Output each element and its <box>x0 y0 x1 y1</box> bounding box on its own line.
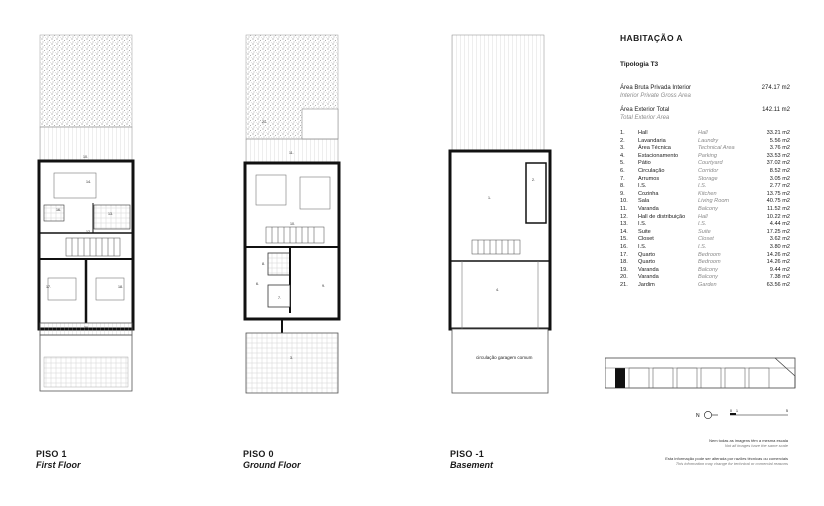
room-number: 21. <box>620 281 628 288</box>
room-name: I.S. <box>638 183 647 190</box>
room-row <box>620 221 790 229</box>
room-name-en: Balcony <box>698 205 718 212</box>
plan-label: 16. <box>56 208 61 212</box>
room-name-en: Laundry <box>698 137 719 144</box>
room-number: 20. <box>620 274 628 281</box>
room-name-en: Technical Area <box>698 145 735 152</box>
floor-label-pt: PISO -1 <box>450 449 485 459</box>
scale-tick: 0 <box>730 409 732 413</box>
room-name: Quarto <box>638 259 656 266</box>
room-area: 3.76 m2 <box>769 145 790 152</box>
room-name: I.S. <box>638 243 647 250</box>
room-area: 4.44 m2 <box>769 221 790 228</box>
room-area: 37.02 m2 <box>766 160 790 167</box>
room-row <box>620 274 790 282</box>
room-area: 2.77 m2 <box>769 183 790 190</box>
exterior-area-block <box>620 106 790 122</box>
room-area: 9.44 m2 <box>769 266 790 273</box>
plan-label: 8. <box>262 262 265 266</box>
note-pt: Nem todas as imagens têm a mesma escala <box>709 438 788 443</box>
room-row <box>620 160 790 168</box>
room-name: Arrumos <box>638 175 660 182</box>
room-area: 63.56 m2 <box>766 281 790 288</box>
gross-area-label: Área Bruta Privada Interior <box>620 85 692 91</box>
room-name-en: Balcony <box>698 266 718 273</box>
room-number: 9. <box>620 190 625 197</box>
room-area: 40.75 m2 <box>766 198 790 205</box>
room-area: 8.52 m2 <box>769 167 790 174</box>
room-area: 14.26 m2 <box>766 251 790 258</box>
plan-label: 2. <box>532 178 535 182</box>
room-row <box>620 145 790 153</box>
info-panel <box>620 33 790 289</box>
room-name-en: Bedroom <box>698 259 721 266</box>
room-number: 11. <box>620 205 628 212</box>
room-name-en: Closet <box>698 236 714 243</box>
exterior-area-label-en: Total Exterior Area <box>620 115 670 121</box>
north-label: N <box>696 413 700 419</box>
room-row <box>620 282 790 290</box>
room-name: Jardim <box>638 281 655 288</box>
room-number: 15. <box>620 236 628 243</box>
plan-label: 17. <box>46 285 51 289</box>
scale-tick: 1 <box>736 409 738 413</box>
room-name: Estacionamento <box>638 152 679 159</box>
room-row <box>620 214 790 222</box>
room-name-en: Parking <box>698 152 717 159</box>
room-name-en: I.S. <box>698 221 707 228</box>
room-row <box>620 252 790 260</box>
room-row <box>620 267 790 275</box>
room-row <box>620 229 790 237</box>
note-pt: Esta informação pode ser alterada por razões técnicas ou comerciais <box>665 456 788 461</box>
room-name: I.S. <box>638 221 647 228</box>
room-name: Hall <box>638 130 648 136</box>
first-floor-plan <box>36 33 136 393</box>
room-number: 2. <box>620 137 625 144</box>
room-name: Varanda <box>638 205 659 212</box>
floor-label-first <box>36 449 81 471</box>
room-name: Suite <box>638 228 651 235</box>
exterior-area-label: Área Exterior Total <box>620 107 670 113</box>
room-number: 8. <box>620 183 625 190</box>
floor-label-pt: PISO 1 <box>36 449 67 459</box>
room-number: 3. <box>620 145 625 152</box>
room-row <box>620 168 790 176</box>
scale-tick: 5 <box>786 409 788 413</box>
plan-label: 18. <box>118 285 123 289</box>
plan-label: 12. <box>86 230 91 234</box>
room-name-en: I.S. <box>698 243 707 250</box>
room-number: 17. <box>620 251 628 258</box>
room-number: 10. <box>620 198 628 205</box>
gross-area-label-en: Interior Private Gross Area <box>620 93 691 99</box>
room-number: 14. <box>620 228 628 235</box>
room-name: Quarto <box>638 251 656 258</box>
room-name: Closet <box>638 236 654 243</box>
plan-label: 11. <box>289 151 294 155</box>
room-name: Hall de distribuição <box>638 213 686 220</box>
room-name-en: Hall <box>698 130 708 136</box>
room-number: 5. <box>620 160 625 167</box>
plan-label: 4. <box>496 288 499 292</box>
room-name: Circulação <box>638 167 665 174</box>
room-row <box>620 183 790 191</box>
room-row <box>620 130 790 138</box>
room-number: 4. <box>620 152 625 159</box>
plan-label: 9. <box>322 284 325 288</box>
room-name-en: Kitchen <box>698 190 717 197</box>
room-area: 17.25 m2 <box>766 228 790 235</box>
room-number: 12. <box>620 213 628 220</box>
north-arrow-icon <box>704 411 711 418</box>
room-number: 16. <box>620 243 628 250</box>
room-area: 3.80 m2 <box>769 243 790 250</box>
gross-area-block <box>620 84 790 100</box>
floor-label-en: Ground Floor <box>243 460 301 470</box>
room-number: 6. <box>620 167 625 174</box>
key-plan <box>605 356 801 397</box>
room-row <box>620 259 790 267</box>
floor-label-ground <box>243 449 301 471</box>
room-name-en: Storage <box>698 175 718 182</box>
plan-label: 10. <box>83 155 88 159</box>
room-area: 14.26 m2 <box>766 259 790 266</box>
room-row <box>620 176 790 184</box>
room-schedule <box>620 130 790 289</box>
room-number: 7. <box>620 175 625 182</box>
room-name-en: Courtyard <box>698 160 723 167</box>
room-name: Varanda <box>638 274 659 281</box>
plan-label: 14. <box>86 180 91 184</box>
room-row <box>620 191 790 199</box>
ground-floor-plan <box>242 33 342 395</box>
room-name-en: Corridor <box>698 167 719 174</box>
room-area: 10.22 m2 <box>766 213 790 220</box>
room-row <box>620 153 790 161</box>
room-area: 33.53 m2 <box>766 152 790 159</box>
note-en: This information may change for technical or comercial reasons <box>675 461 788 466</box>
room-name: Varanda <box>638 266 659 273</box>
room-area: 33.21 m2 <box>766 130 790 136</box>
plan-label: 3. <box>290 356 293 360</box>
unit-title: HABITAÇÃO A <box>620 33 683 43</box>
room-name-en: Living Room <box>698 198 730 205</box>
room-name: Lavandaria <box>638 137 666 144</box>
room-area: 11.52 m2 <box>767 205 790 212</box>
room-number: 13. <box>620 221 628 228</box>
gross-area-value: 274.17 m2 <box>761 85 790 91</box>
room-area: 5.56 m2 <box>769 137 790 144</box>
floor-label-en: First Floor <box>36 460 81 470</box>
room-name-en: Suite <box>698 228 711 235</box>
scale-note <box>709 438 788 448</box>
room-row <box>620 244 790 252</box>
room-name: Sala <box>638 198 650 205</box>
room-name: Cozinha <box>638 190 659 197</box>
basement-circulation-note: circulação garagem comum <box>476 355 533 360</box>
room-area: 3.62 m2 <box>769 236 790 243</box>
room-number: 19. <box>620 266 628 273</box>
typology: Tipologia T3 <box>620 61 659 68</box>
plan-label: 10. <box>290 222 295 226</box>
room-name: Pátio <box>638 160 651 167</box>
room-name: Área Técnica <box>638 145 671 152</box>
basement-plan <box>448 33 552 395</box>
room-number: 1. <box>620 130 625 136</box>
room-area: 13.75 m2 <box>766 190 790 197</box>
room-number: 18. <box>620 259 628 266</box>
room-name-en: Garden <box>698 281 717 288</box>
scale-bar <box>696 408 796 427</box>
room-area: 7.38 m2 <box>769 274 790 281</box>
plan-label: 21. <box>262 120 267 124</box>
plan-label: 7. <box>278 296 281 300</box>
room-name-en: I.S. <box>698 183 707 190</box>
room-row <box>620 236 790 244</box>
room-area: 3.05 m2 <box>769 175 790 182</box>
room-row <box>620 206 790 214</box>
room-name-en: Bedroom <box>698 251 721 258</box>
room-name-en: Hall <box>698 213 708 220</box>
floor-label-en: Basement <box>450 460 494 470</box>
room-row <box>620 198 790 206</box>
floor-label-basement <box>450 449 493 471</box>
floor-label-pt: PISO 0 <box>243 449 274 459</box>
note-en: Not all images have the same scale <box>724 443 788 448</box>
plan-label: 13. <box>108 212 113 216</box>
plan-label: 20. <box>84 326 89 330</box>
disclaimer-note <box>665 456 788 466</box>
exterior-area-value: 142.11 m2 <box>762 107 790 113</box>
plan-label: 6. <box>256 282 259 286</box>
plan-label: 1. <box>488 196 491 200</box>
room-name-en: Balcony <box>698 274 718 281</box>
